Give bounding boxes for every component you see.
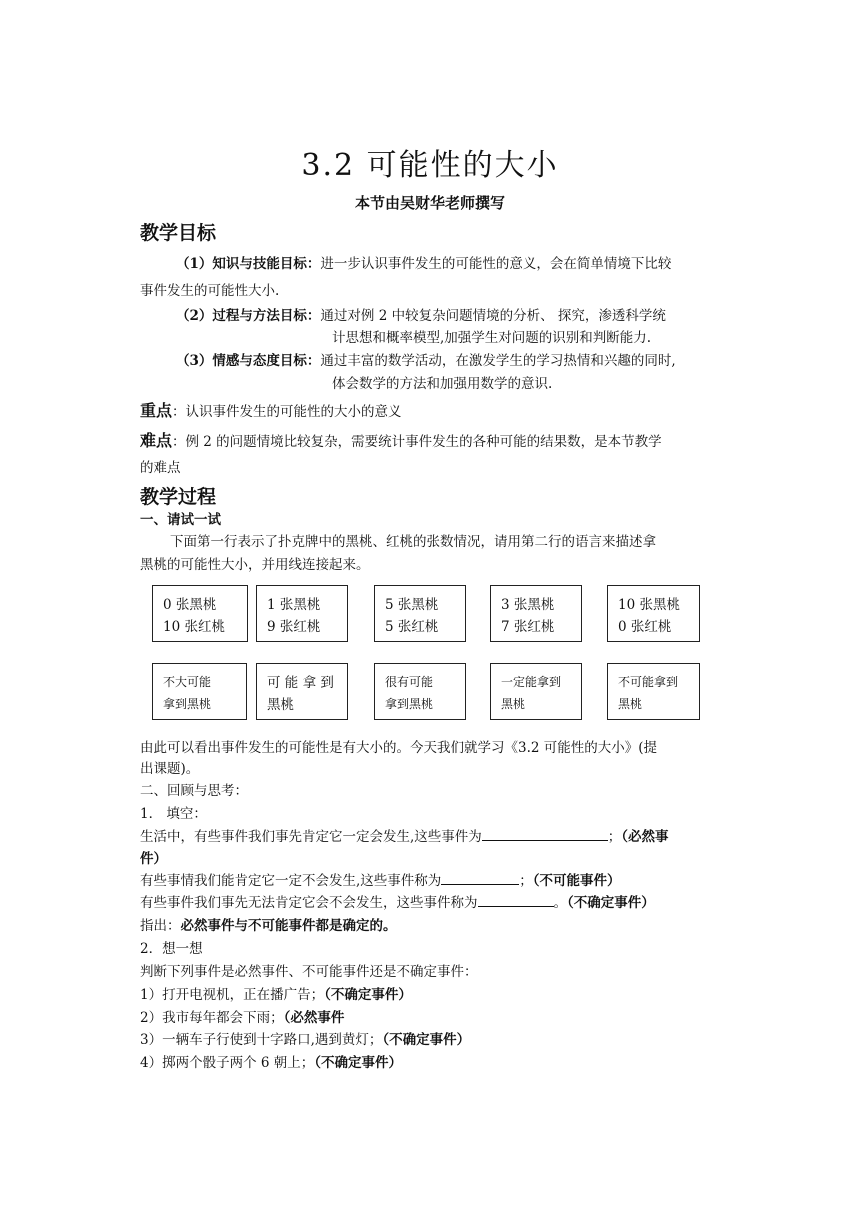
goal-2-label: （2）过程与方法目标： xyxy=(176,308,321,324)
judge-item-2 xyxy=(140,1006,344,1026)
judge-item-3-text: 3）一辆车子行使到十字路口,遇到黄灯； xyxy=(140,1032,383,1048)
card-1-line2: 10 张红桃 xyxy=(163,619,225,635)
fill-3-blank[interactable] xyxy=(478,893,554,907)
keypoint-label: 重点 xyxy=(140,401,173,420)
fill-2-answer: （不可能事件） xyxy=(532,873,621,889)
judge-item-2-text: 2）我市每年都会下雨； xyxy=(140,1010,284,1026)
phrase-5-line1: 不可能拿到 xyxy=(618,675,679,689)
fill-2-blank[interactable] xyxy=(441,871,519,885)
note-text: 必然事件与不可能事件都是确定的。 xyxy=(180,918,397,934)
judge-item-3-answer: （不确定事件） xyxy=(382,1032,471,1048)
phrase-4-line2: 黑桃 xyxy=(501,697,526,711)
phrase-box-4 xyxy=(490,663,582,720)
goal-3-label: （3）情感与态度目标： xyxy=(176,353,321,369)
judge-item-4 xyxy=(140,1051,402,1071)
fill-line-1 xyxy=(140,825,669,845)
process-heading: 教学过程 xyxy=(140,486,217,508)
goal-2-text: 通过对例 2 中较复杂问题情境的分析、 探究，渗透科学统 xyxy=(320,308,666,324)
difficulty xyxy=(140,428,662,451)
goal-1 xyxy=(176,252,671,272)
note-label: 指出： xyxy=(140,918,181,934)
card-2-line1: 1 张黑桃 xyxy=(267,597,321,613)
fill-1-blank[interactable] xyxy=(482,827,608,841)
fill-line-2 xyxy=(140,869,621,889)
fill-line-3 xyxy=(140,891,655,911)
page-title: 3.2 可能性的大小 xyxy=(301,148,559,183)
phrase-4-line1: 一定能拿到 xyxy=(501,675,562,689)
phrase-5-line2: 黑桃 xyxy=(618,697,643,711)
note xyxy=(140,914,397,934)
judge-item-1-text: 1）打开电视机，正在播广告； xyxy=(140,987,325,1003)
conclusion-cont: 出课题)。 xyxy=(140,761,200,777)
fill-3-text: 有些事件我们事先无法肯定它会不会发生，这些事件称为 xyxy=(140,895,478,911)
goal-3 xyxy=(176,349,676,369)
fill-1-end: ； xyxy=(607,829,622,845)
card-3-line1: 5 张黑桃 xyxy=(385,597,439,613)
phrase-box-1 xyxy=(152,663,247,720)
card-box-1 xyxy=(152,585,248,642)
question-1-label: 1． 填空： xyxy=(140,806,207,822)
keypoint xyxy=(140,398,402,421)
phrase-3-line2: 拿到黑桃 xyxy=(385,697,434,711)
judge-item-2-answer: （必然事件 xyxy=(283,1010,345,1026)
fill-2-end: ； xyxy=(519,873,533,889)
phrase-1-line2: 拿到黑桃 xyxy=(163,697,212,711)
goal-1-cont: 事件发生的可能性大小. xyxy=(140,283,280,299)
fill-1-answer-cont: 件） xyxy=(140,851,167,867)
judge-item-1 xyxy=(140,983,412,1003)
phrase-2-line1: 可 能 拿 到 xyxy=(267,675,334,691)
goals-heading: 教学目标 xyxy=(140,222,217,244)
page-subtitle: 本节由吴财华老师撰写 xyxy=(354,194,505,212)
section-1-text: 下面第一行表示了扑克牌中的黑桃、红桃的张数情况，请用第二行的语言来描述拿 xyxy=(170,534,656,550)
difficulty-cont: 的难点 xyxy=(140,460,181,476)
card-box-4 xyxy=(490,585,582,642)
keypoint-text: ：认识事件发生的可能性的大小的意义 xyxy=(172,404,402,420)
section-1-text-cont: 黑桃的可能性大小，并用线连接起来。 xyxy=(140,557,370,573)
difficulty-text: ：例 2 的问题情境比较复杂，需要统计事件发生的各种可能的结果数，是本节教学 xyxy=(172,434,662,450)
phrase-1-line1: 不大可能 xyxy=(163,675,212,689)
fill-2-text: 有些事情我们能肯定它一定不会发生,这些事件称为 xyxy=(140,873,442,889)
judge-item-1-answer: （不确定事件） xyxy=(324,987,412,1003)
goal-1-text: 进一步认识事件发生的可能性的意义，会在简单情境下比较 xyxy=(320,256,672,272)
card-4-line2: 7 张红桃 xyxy=(501,619,555,635)
phrase-3-line1: 很有可能 xyxy=(385,675,434,689)
phrase-box-5 xyxy=(607,663,700,720)
fill-1-text: 生活中，有些事件我们事先肯定它一定会发生,这些事件为 xyxy=(140,829,482,845)
goal-2 xyxy=(176,304,666,324)
card-1-line1: 0 张黑桃 xyxy=(163,597,217,613)
goal-2-cont: 计思想和概率模型,加强学生对问题的识别和判断能力. xyxy=(332,330,652,346)
card-2-line2: 9 张红桃 xyxy=(267,619,321,635)
judge-item-4-answer: （不确定事件） xyxy=(314,1055,403,1071)
fill-1-answer: （必然事 xyxy=(621,829,669,845)
phrase-box-2 xyxy=(256,663,348,720)
phrase-box-3 xyxy=(374,663,466,720)
card-box-2 xyxy=(256,585,348,642)
card-box-5 xyxy=(607,585,700,642)
card-5-line1: 10 张黑桃 xyxy=(618,597,680,613)
fill-3-end: 。 xyxy=(553,895,567,911)
goal-1-label: （1）知识与技能目标： xyxy=(176,256,321,272)
section-2-heading: 二、回顾与思考： xyxy=(140,783,248,799)
goal-3-cont: 体会数学的方法和加强用数学的意识. xyxy=(332,376,553,392)
card-4-line1: 3 张黑桃 xyxy=(501,597,555,613)
judge-item-4-text: 4）掷两个骰子两个 6 朝上； xyxy=(140,1055,315,1071)
fill-3-answer: （不确定事件） xyxy=(567,895,655,911)
card-5-line2: 0 张红桃 xyxy=(618,619,672,635)
judge-item-3 xyxy=(140,1028,470,1048)
card-box-3 xyxy=(374,585,466,642)
question-2-intro: 判断下列事件是必然事件、不可能事件还是不确定事件： xyxy=(140,964,478,980)
phrase-2-line2: 黑桃 xyxy=(267,697,294,713)
conclusion: 由此可以看出事件发生的可能性是有大小的。今天我们就学习《3.2 可能性的大小》(提 xyxy=(140,740,658,756)
card-3-line2: 5 张红桃 xyxy=(385,619,439,635)
goal-3-text: 通过丰富的数学活动，在激发学生的学习热情和兴趣的同时, xyxy=(320,353,676,369)
difficulty-label: 难点 xyxy=(140,431,173,450)
question-2-label: 2．想一想 xyxy=(140,941,203,957)
section-1-heading: 一、请试一试 xyxy=(140,512,221,528)
